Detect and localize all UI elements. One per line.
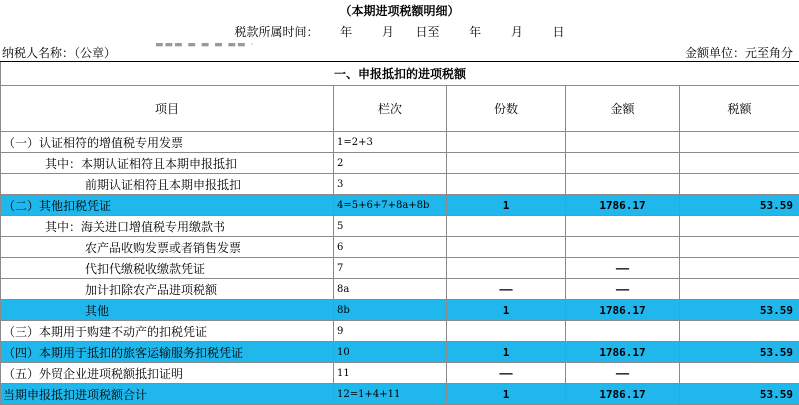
- tax-period: [0, 23, 799, 40]
- row-count-cell: ——: [447, 363, 566, 384]
- period-year-end: 年: [469, 25, 481, 39]
- row-count-cell: 1: [447, 384, 566, 405]
- row-tax-cell: 53.59: [680, 300, 799, 321]
- row-code-cell: 9: [334, 321, 447, 342]
- period-day-to: 日至: [415, 25, 439, 39]
- row-amount-cell: ——: [566, 279, 680, 300]
- row-count-cell: [447, 216, 566, 237]
- col-header-count: 份数: [447, 86, 566, 132]
- row-amount-cell: [566, 132, 680, 153]
- period-month-start: 月: [382, 25, 394, 39]
- row-code-cell: 3: [334, 174, 447, 195]
- row-item-cell: 其他: [1, 300, 334, 321]
- period-day-end: 日: [553, 25, 565, 39]
- row-count-cell: [447, 237, 566, 258]
- table-row: [1, 132, 799, 153]
- table-row: [1, 258, 799, 279]
- row-item-cell: （二）其他扣税凭证: [1, 195, 334, 216]
- row-tax-cell: 53.59: [680, 195, 799, 216]
- col-header-tax: 税额: [680, 86, 799, 132]
- row-amount-cell: ——: [566, 363, 680, 384]
- row-count-cell: 1: [447, 300, 566, 321]
- row-item-cell: 前期认证相符且本期申报抵扣: [1, 174, 334, 195]
- row-item-cell: 其中：海关进口增值税专用缴款书: [1, 216, 334, 237]
- table-row: [1, 237, 799, 258]
- table-row: [1, 153, 799, 174]
- row-code-cell: 6: [334, 237, 447, 258]
- row-count-cell: ——: [447, 279, 566, 300]
- period-month-end: 月: [511, 25, 523, 39]
- row-tax-cell: 53.59: [680, 342, 799, 363]
- table-row: [1, 195, 799, 216]
- col-header-code: 栏次: [334, 86, 447, 132]
- table-row: [1, 216, 799, 237]
- row-count-cell: [447, 258, 566, 279]
- row-item-cell: 代扣代缴税收缴款凭证: [1, 258, 334, 279]
- col-header-amount: 金额: [566, 86, 680, 132]
- row-count-cell: [447, 132, 566, 153]
- row-amount-cell: 1786.17: [566, 384, 680, 405]
- row-item-cell: （一）认证相符的增值税专用发票: [1, 132, 334, 153]
- row-amount-cell: ——: [566, 258, 680, 279]
- row-code-cell: 10: [334, 342, 447, 363]
- row-count-cell: 1: [447, 195, 566, 216]
- section-title: 一、申报抵扣的进项税额: [1, 62, 799, 86]
- row-amount-cell: [566, 321, 680, 342]
- row-tax-cell: [680, 216, 799, 237]
- tax-period-label: 税款所属时间：: [234, 25, 318, 39]
- row-tax-cell: [680, 258, 799, 279]
- table-row: [1, 279, 799, 300]
- row-tax-cell: [680, 363, 799, 384]
- col-header-item: 项目: [1, 86, 334, 132]
- row-item-cell: 加计扣除农产品进项税额: [1, 279, 334, 300]
- row-code-cell: 7: [334, 258, 447, 279]
- row-count-cell: [447, 174, 566, 195]
- row-code-cell: 8b: [334, 300, 447, 321]
- row-item-cell: 其中：本期认证相符且本期申报抵扣: [1, 153, 334, 174]
- taxpayer-stamp-image: ▬▬▬ ▬ ▬ ▬ ▬▬ ·: [155, 40, 254, 50]
- row-count-cell: 1: [447, 342, 566, 363]
- table-row: [1, 321, 799, 342]
- column-header-row: [1, 86, 799, 132]
- row-code-cell: 1=2+3: [334, 132, 447, 153]
- row-amount-cell: 1786.17: [566, 342, 680, 363]
- row-tax-cell: [680, 321, 799, 342]
- row-item-cell: 农产品收购发票或者销售发票: [1, 237, 334, 258]
- table-row: [1, 384, 799, 405]
- table-row: [1, 174, 799, 195]
- row-amount-cell: [566, 216, 680, 237]
- row-amount-cell: 1786.17: [566, 300, 680, 321]
- row-item-cell: （四）本期用于抵扣的旅客运输服务扣税凭证: [1, 342, 334, 363]
- period-year-start: 年: [340, 25, 352, 39]
- row-tax-cell: [680, 132, 799, 153]
- amount-unit-label: 金额单位：元至角分: [685, 44, 793, 61]
- row-code-cell: 11: [334, 363, 447, 384]
- row-count-cell: [447, 153, 566, 174]
- row-item-cell: （五）外贸企业进项税额抵扣证明: [1, 363, 334, 384]
- table-row: [1, 342, 799, 363]
- row-code-cell: 12=1+4+11: [334, 384, 447, 405]
- row-tax-cell: [680, 174, 799, 195]
- row-item-cell: （三）本期用于购建不动产的扣税凭证: [1, 321, 334, 342]
- row-amount-cell: [566, 237, 680, 258]
- row-code-cell: 5: [334, 216, 447, 237]
- row-tax-cell: 53.59: [680, 384, 799, 405]
- form-title: （本期进项税额明细）: [0, 2, 799, 19]
- row-tax-cell: [680, 153, 799, 174]
- row-item-cell: 当期申报抵扣进项税额合计: [1, 384, 334, 405]
- input-tax-table: [0, 61, 799, 405]
- row-tax-cell: [680, 279, 799, 300]
- row-amount-cell: 1786.17: [566, 195, 680, 216]
- row-tax-cell: [680, 237, 799, 258]
- table-row: [1, 300, 799, 321]
- row-code-cell: 8a: [334, 279, 447, 300]
- row-amount-cell: [566, 174, 680, 195]
- row-amount-cell: [566, 153, 680, 174]
- table-row: [1, 363, 799, 384]
- row-code-cell: 4=5+6+7+8a+8b: [334, 195, 447, 216]
- row-code-cell: 2: [334, 153, 447, 174]
- taxpayer-name-label: 纳税人名称：（公章）: [2, 44, 116, 61]
- section-header-row: [1, 62, 799, 86]
- row-count-cell: [447, 321, 566, 342]
